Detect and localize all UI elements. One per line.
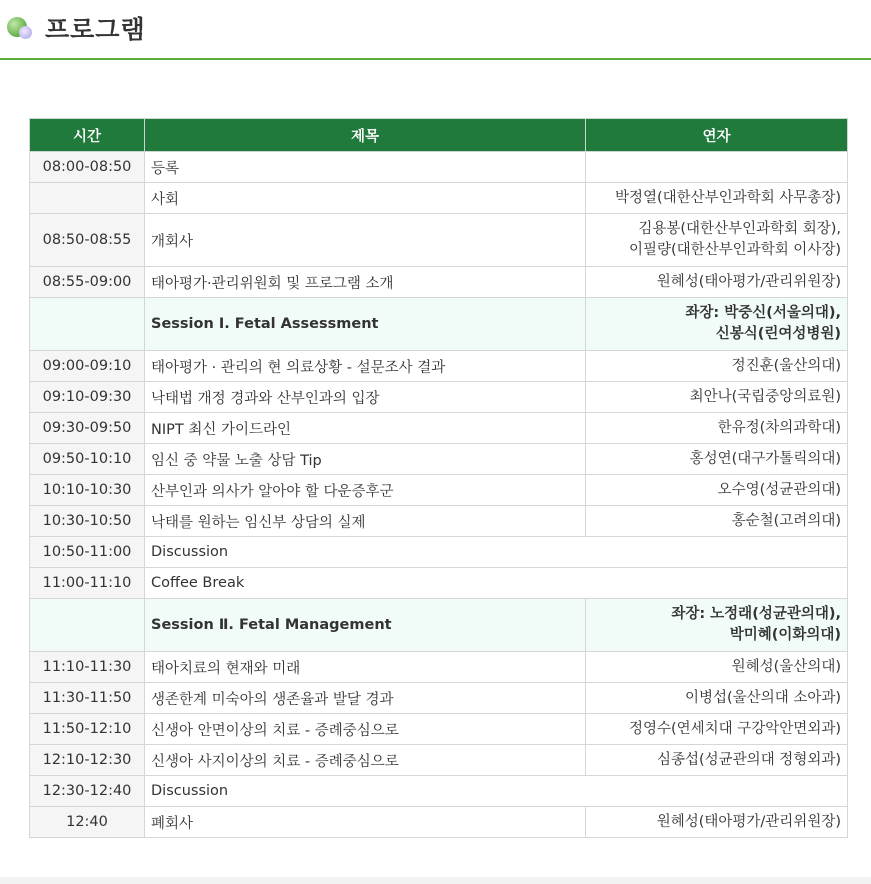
row-title: Discussion [145,776,848,807]
row-time [30,183,145,214]
row-time: 12:40 [30,807,145,838]
session-row [30,298,848,351]
session-title: Session Ⅰ. Fetal Assessment [145,298,586,351]
row-speaker: 최안나(국립중앙의료원) [586,382,848,413]
row-title: Discussion [145,537,848,568]
table-row [30,506,848,537]
row-speaker: 오수영(성균관의대) [586,475,848,506]
table-row [30,152,848,183]
row-speaker: 원혜성(태아평가/관리위원장) [586,807,848,838]
row-speaker: 원혜성(태아평가/관리위원장) [586,267,848,298]
table-row [30,537,848,568]
row-speaker: 홍성연(대구가톨릭의대) [586,444,848,475]
row-title: 개회사 [145,214,586,267]
session-title: Session Ⅱ. Fetal Management [145,599,586,652]
row-time [30,599,145,652]
table-row [30,652,848,683]
row-time: 09:30-09:50 [30,413,145,444]
session-row [30,599,848,652]
row-title: 산부인과 의사가 알아야 할 다운증후군 [145,475,586,506]
row-time: 10:30-10:50 [30,506,145,537]
table-row [30,776,848,807]
row-title: 임신 중 약물 노출 상담 Tip [145,444,586,475]
row-time: 12:30-12:40 [30,776,145,807]
chair-line-2: 박미혜(이화의대) [729,627,841,643]
page-title: 프로그램 [45,15,146,44]
row-title: 등록 [145,152,586,183]
row-time [30,298,145,351]
speaker-line-1: 김용봉(대한산부인과학회 회장), [638,221,841,237]
session-chair [586,298,848,351]
row-speaker: 홍순철(고려의대) [586,506,848,537]
table-row [30,807,848,838]
table-row [30,475,848,506]
row-time: 10:10-10:30 [30,475,145,506]
table-row [30,382,848,413]
row-speaker: 정진훈(울산의대) [586,351,848,382]
table-row [30,214,848,267]
chair-line-2: 신봉식(린여성병원) [715,326,841,342]
header-title: 제목 [145,119,586,152]
row-title: 태아평가·관리위원회 및 프로그램 소개 [145,267,586,298]
row-title: 폐회사 [145,807,586,838]
table-row [30,413,848,444]
row-title: 사회 [145,183,586,214]
table-row [30,745,848,776]
row-title: 낙태법 개정 경과와 산부인과의 입장 [145,382,586,413]
chair-line-1: 좌장: 노정래(성균관의대), [671,606,841,622]
page-header [0,0,871,60]
table-row [30,444,848,475]
header-time: 시간 [30,119,145,152]
header-speaker: 연자 [586,119,848,152]
row-time: 10:50-11:00 [30,537,145,568]
footer-divider [0,877,871,884]
row-title: 낙태를 원하는 임신부 상담의 실제 [145,506,586,537]
row-speaker: 한유정(차의과학대) [586,413,848,444]
chair-line-1: 좌장: 박중신(서울의대), [685,305,841,321]
row-time: 12:10-12:30 [30,745,145,776]
row-speaker: 박정열(대한산부인과학회 사무총장) [586,183,848,214]
row-time: 11:30-11:50 [30,683,145,714]
row-time: 08:50-08:55 [30,214,145,267]
table-row [30,714,848,745]
row-speaker: 원혜성(울산의대) [586,652,848,683]
table-row [30,568,848,599]
row-title: 신생아 안면이상의 치료 - 증례중심으로 [145,714,586,745]
row-time: 08:55-09:00 [30,267,145,298]
row-time: 11:00-11:10 [30,568,145,599]
row-time: 08:00-08:50 [30,152,145,183]
green-circle-bullet-icon [7,17,31,41]
row-time: 11:50-12:10 [30,714,145,745]
table-row [30,351,848,382]
row-title: NIPT 최신 가이드라인 [145,413,586,444]
row-title: 태아치료의 현재와 미래 [145,652,586,683]
row-speaker: 심종섭(성균관의대 정형외과) [586,745,848,776]
row-time: 09:10-09:30 [30,382,145,413]
row-title: 태아평가 · 관리의 현 의료상황 - 설문조사 결과 [145,351,586,382]
table-row [30,267,848,298]
row-title: Coffee Break [145,568,848,599]
row-time: 09:00-09:10 [30,351,145,382]
table-row [30,683,848,714]
program-table [29,118,848,838]
table-row [30,183,848,214]
row-title: 신생아 사지이상의 치료 - 증례중심으로 [145,745,586,776]
row-speaker: 정영수(연세치대 구강악안면외과) [586,714,848,745]
row-time: 11:10-11:30 [30,652,145,683]
session-chair [586,599,848,652]
row-speaker [586,152,848,183]
speaker-line-2: 이필량(대한산부인과학회 이사장) [628,242,841,258]
table-header-row [30,119,848,152]
row-time: 09:50-10:10 [30,444,145,475]
row-title: 생존한계 미숙아의 생존율과 발달 경과 [145,683,586,714]
row-speaker: 이병섭(울산의대 소아과) [586,683,848,714]
row-speaker [586,214,848,267]
